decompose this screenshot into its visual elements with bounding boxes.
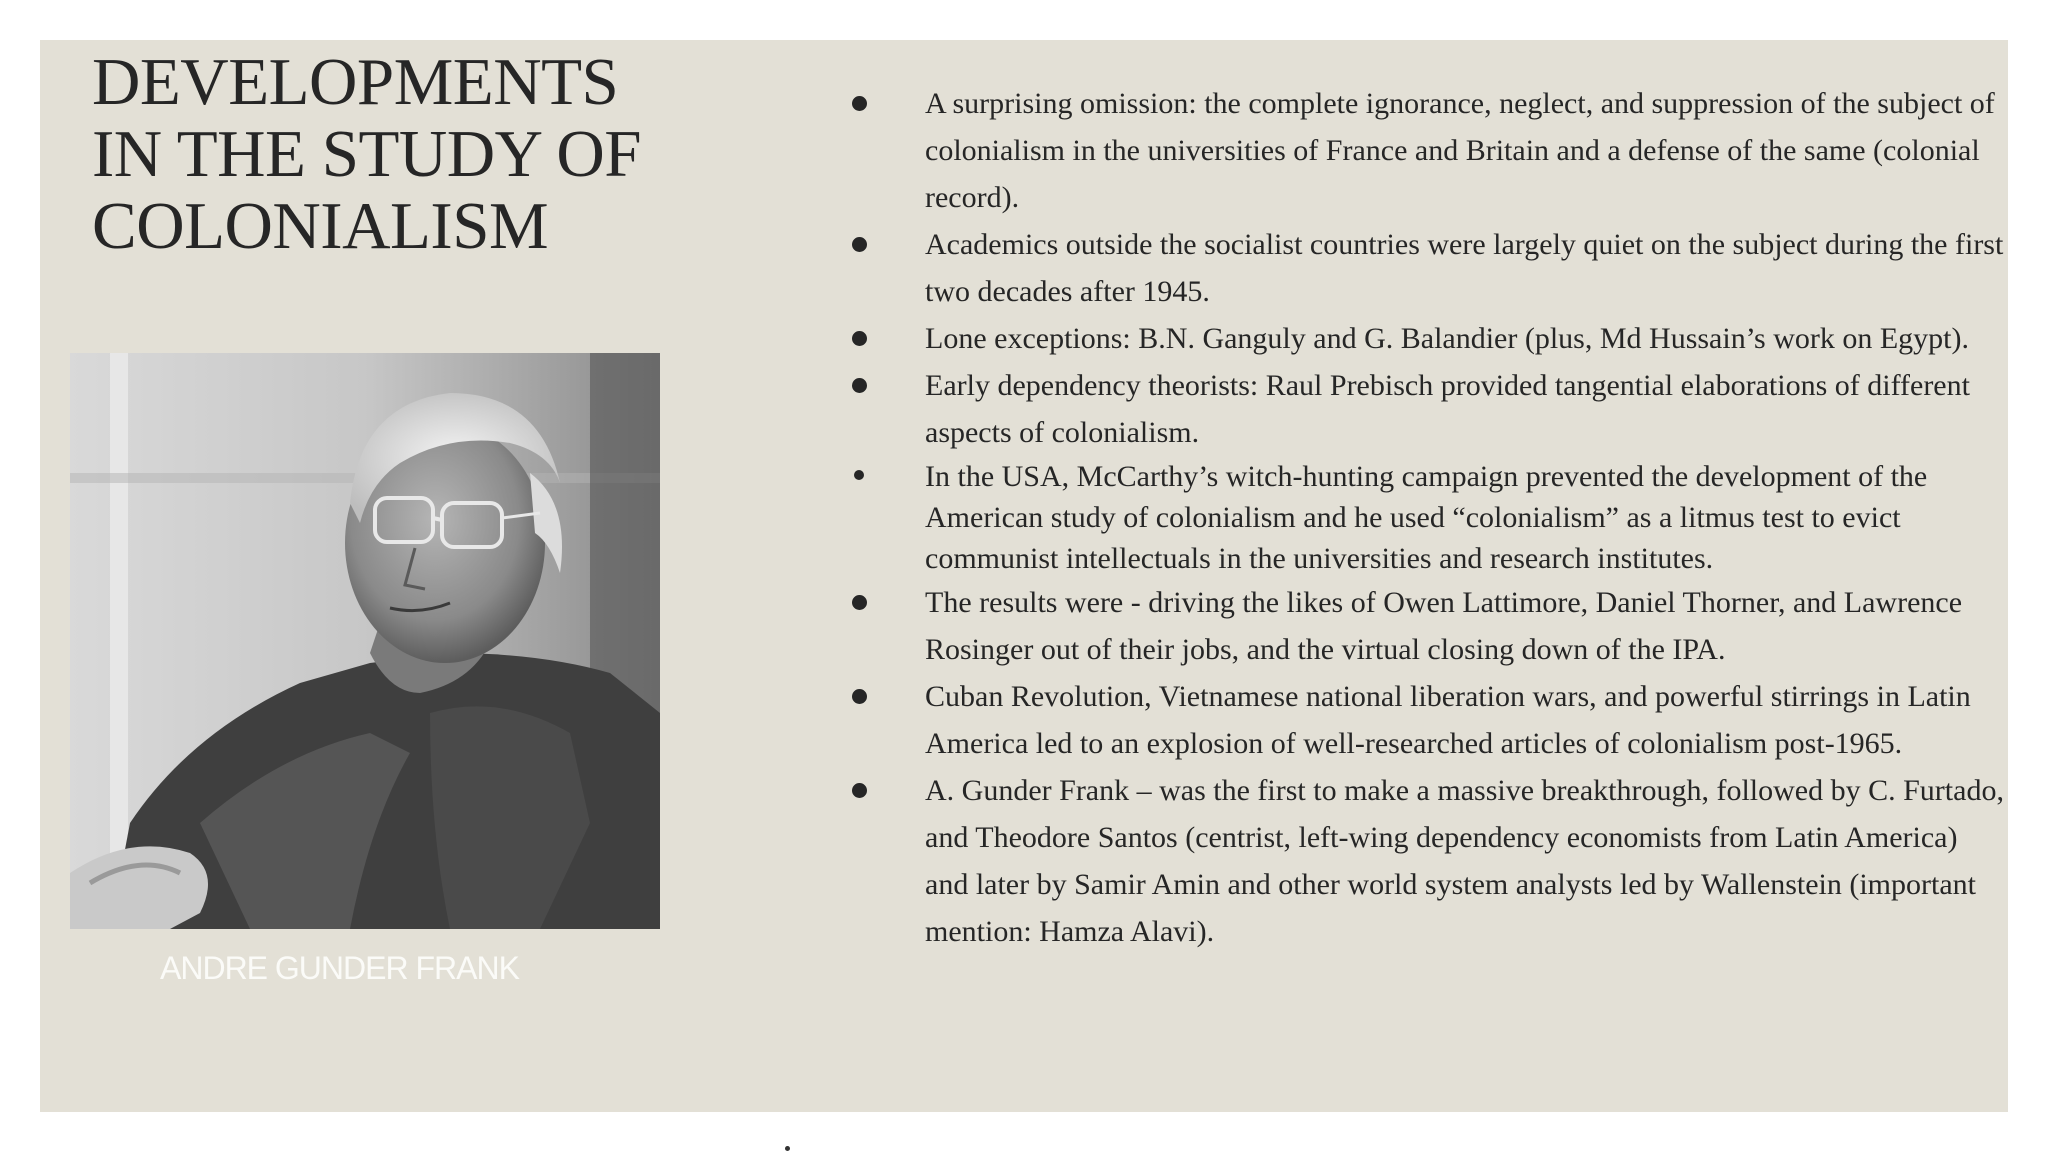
bullet-text: A surprising omission: the complete ignorance, neglect, and suppression of the subject of colonialism in the universities of France and Britain and a defense of the same (colonial record). bbox=[925, 87, 1995, 214]
bullet-text: Academics outside the socialist countries were largely quiet on the subject during the first two decades after 1945. bbox=[925, 228, 2004, 308]
list-item bbox=[820, 767, 2005, 955]
bullet-dot-icon bbox=[852, 237, 867, 252]
list-item bbox=[820, 579, 2005, 673]
list-item bbox=[820, 673, 2005, 767]
bullet-dot-icon bbox=[852, 595, 867, 610]
bullet-text: Lone exceptions: B.N. Ganguly and G. Balandier (plus, Md Hussain’s work on Egypt). bbox=[925, 322, 1970, 355]
bullet-dot-icon bbox=[852, 689, 867, 704]
list-item bbox=[820, 315, 2005, 362]
bullet-dot-icon bbox=[852, 378, 867, 393]
bullet-text: A. Gunder Frank – was the first to make a massive breakthrough, followed by C. Furtado, and Theodore Santos (centrist, left-wing dependency economists from Latin America) and later by Samir Amin and other world system analysts led by Wallenstein (important mention: Hamza Alavi). bbox=[925, 774, 2004, 948]
portrait-photo bbox=[70, 353, 660, 929]
list-item bbox=[820, 456, 2005, 579]
portrait-illustration bbox=[70, 353, 660, 929]
slide bbox=[40, 40, 2008, 1112]
slide-title-line: DEVELOPMENTS bbox=[92, 45, 619, 119]
bullet-dot-icon bbox=[852, 96, 867, 111]
bullet-text: Early dependency theorists: Raul Prebisch provided tangential elaborations of different aspects of colonialism. bbox=[925, 369, 1970, 449]
slide-title-line: IN THE STUDY OF bbox=[92, 117, 641, 191]
bullet-text: The results were - driving the likes of Owen Lattimore, Daniel Thorner, and Lawrence Rosinger out of their jobs, and the virtual closing down of the IPA. bbox=[925, 586, 1963, 666]
list-item bbox=[820, 221, 2005, 315]
slide-title bbox=[92, 46, 792, 262]
list-item bbox=[820, 362, 2005, 456]
bullet-dot-icon bbox=[852, 331, 867, 346]
bullet-text: In the USA, McCarthy’s witch-hunting campaign prevented the development of the American study of colonialism and he used “colonialism” as a litmus test to evict communist intellectuals in the universities and research institutes. bbox=[925, 460, 1928, 575]
stray-dot-icon bbox=[785, 1146, 790, 1151]
slide-title-line: COLONIALISM bbox=[92, 189, 549, 263]
bullet-list bbox=[820, 80, 2005, 955]
list-item bbox=[820, 80, 2005, 221]
bullet-dot-icon bbox=[852, 783, 867, 798]
bullet-dot-icon bbox=[854, 470, 864, 480]
bullet-text: Cuban Revolution, Vietnamese national liberation wars, and powerful stirrings in Latin America led to an explosion of well-researched articles of colonialism post-1965. bbox=[925, 680, 1971, 760]
photo-caption: ANDRE GUNDER FRANK bbox=[160, 950, 519, 986]
